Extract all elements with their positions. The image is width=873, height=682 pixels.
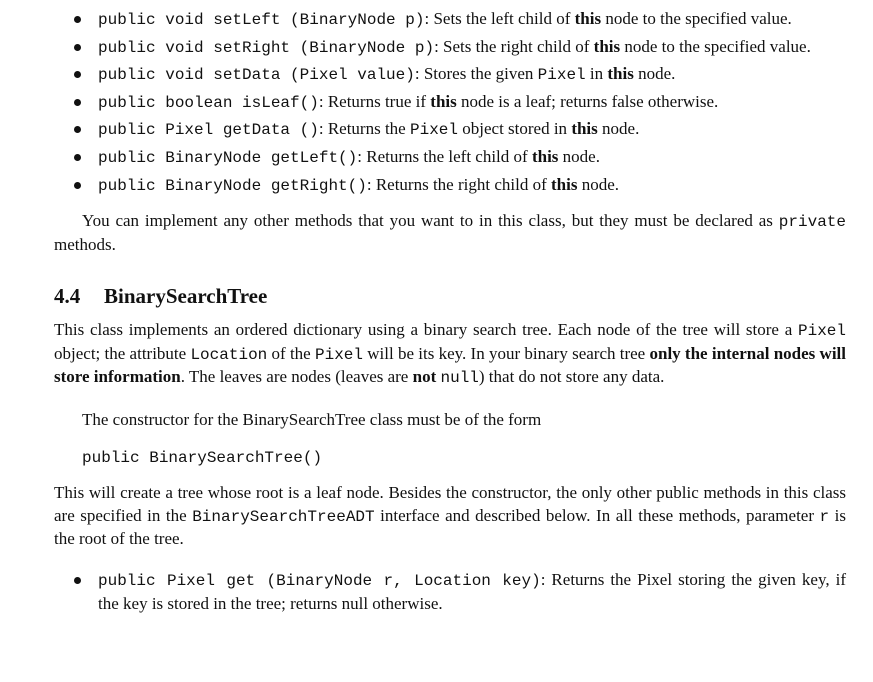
constructor-code: public BinarySearchTree() <box>82 449 323 467</box>
method-description: Returns the right child of <box>375 174 551 194</box>
bullet-icon <box>74 71 81 78</box>
list-item: public BinaryNode getRight(): Returns the right child of this node. <box>82 174 852 202</box>
bullet-icon <box>74 16 81 23</box>
list-item: public boolean isLeaf(): Returns true if this node is a leaf; returns false otherwise. <box>82 91 852 119</box>
method-signature: public Pixel get (BinaryNode r, Location key) <box>98 572 541 590</box>
section-number: 4.4 <box>54 284 81 308</box>
method-description: Returns true if <box>327 91 431 111</box>
method-signature: public void setData (Pixel value) <box>98 66 415 85</box>
method-description: Returns the <box>327 119 410 139</box>
bullet-icon <box>74 126 81 133</box>
private-methods-paragraph: You can implement any other methods that you want to in this class, but they must be declared as private methods. <box>54 211 846 254</box>
list-item: public void setData (Pixel value): Stores the given Pixel in this node. <box>82 63 852 91</box>
method-signature: public Pixel getData () <box>98 121 319 140</box>
bullet-icon <box>74 99 81 106</box>
method-signature: public boolean isLeaf() <box>98 93 319 112</box>
list-item: public Pixel getData (): Returns the Pixel object stored in this node. <box>82 118 852 146</box>
tree-description-paragraph: This will create a tree whose root is a leaf node. Besides the constructor, the only other public methods in this class are specified in the BinarySearchTreeADT interface and described below. In all these methods, parameter r is the root of the tree. <box>54 483 846 548</box>
method-signature: public void setLeft (BinaryNode p) <box>98 11 425 29</box>
bullet-icon <box>74 182 81 189</box>
method-signature: public BinaryNode getRight() <box>98 176 367 195</box>
method-description: Sets the right child of <box>443 36 594 56</box>
method-description: Sets the left child of <box>433 9 575 28</box>
list-item: public void setRight (BinaryNode p): Sets the right child of this node to the specified value. <box>82 36 852 64</box>
section-heading <box>54 283 267 309</box>
section-title: BinarySearchTree <box>104 284 268 308</box>
list-item: public void setLeft (BinaryNode p): Sets the left child of this node to the specified value. <box>82 8 852 36</box>
bullet-icon <box>74 44 81 51</box>
list-item <box>82 569 846 615</box>
method-signature: public void setRight (BinaryNode p) <box>98 38 435 57</box>
method-list <box>82 8 852 201</box>
constructor-note: The constructor for the BinarySearchTree class must be of the form <box>82 410 542 429</box>
intro-paragraph: This class implements an ordered dictionary using a binary search tree. Each node of the tree will store a Pixel object; the attribute Location of the Pixel will be its key. In your binary search tree only the internal nodes will store information. The leaves are nodes (leaves are not null) that do not store any data. <box>54 320 846 387</box>
bst-method-list <box>82 569 846 615</box>
method-description: Stores the given <box>423 64 538 84</box>
list-item: public BinaryNode getLeft(): Returns the left child of this node. <box>82 146 852 174</box>
bullet-icon <box>74 577 81 584</box>
method-signature: public BinaryNode getLeft() <box>98 148 358 167</box>
bullet-icon <box>74 154 81 161</box>
method-description: Returns the left child of <box>366 146 532 166</box>
method-description: : Returns the Pixel storing the given key, if the key is stored in the tree; returns null otherwise. <box>98 570 846 613</box>
